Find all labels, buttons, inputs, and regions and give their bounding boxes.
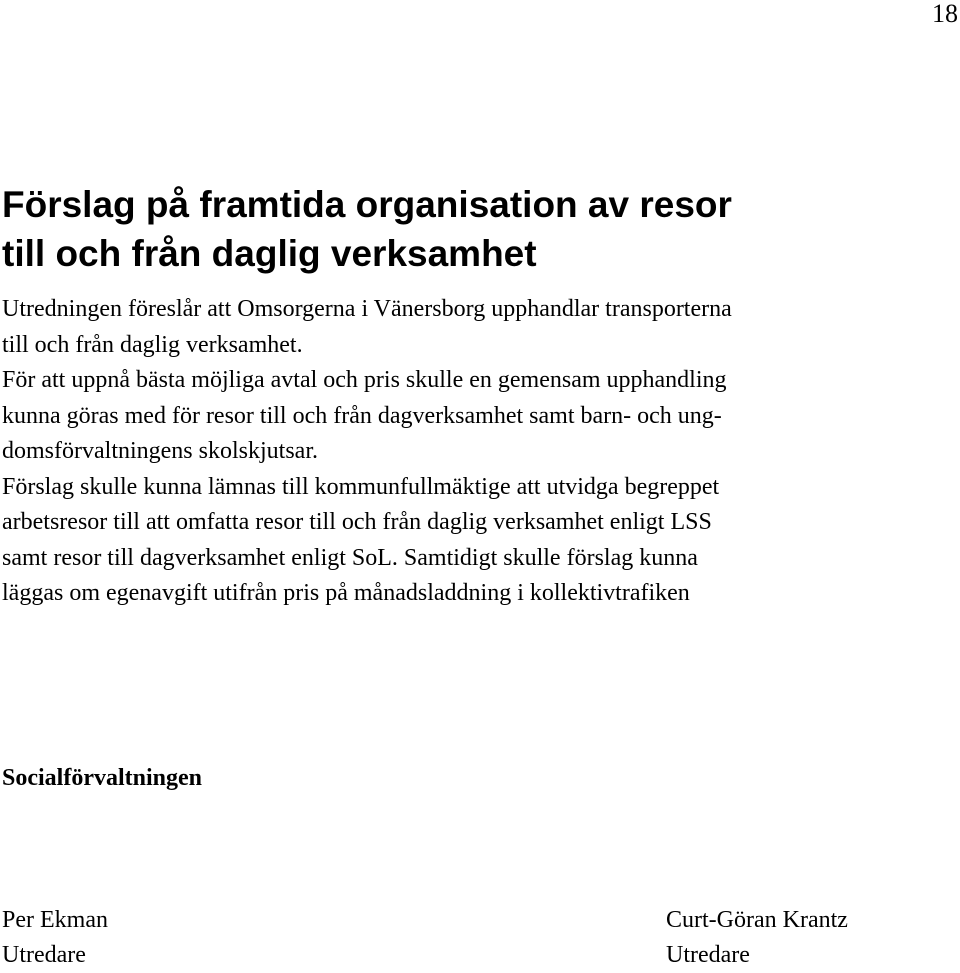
- body-line: samt resor till dagverksamhet enligt SoL. Samtidigt skulle förslag kunna: [2, 544, 698, 571]
- page-title-line-1: Förslag på framtida organisation av resor: [2, 184, 732, 225]
- signer-title: Utredare: [666, 942, 750, 968]
- signer-block-left: [2, 903, 108, 973]
- page-title-line-2: till och från daglig verksamhet: [2, 233, 537, 274]
- organization-name: Socialförvaltningen: [2, 765, 203, 791]
- body-line: läggas om egenavgift utifrån pris på månadsladdning i kollektivtrafiken: [2, 580, 690, 606]
- signer-name: Per Ekman: [2, 907, 108, 933]
- page-title: [2, 180, 952, 278]
- body-line: arbetsresor till att omfatta resor till och från daglig verksamhet enligt LSS: [2, 509, 712, 535]
- body-paragraphs: [2, 292, 958, 612]
- signer-name: Curt-Göran Krantz: [666, 907, 848, 933]
- body-line: kunna göras med för resor till och från dagverksamhet samt barn- och ung-: [2, 402, 722, 429]
- signer-block-right: [666, 903, 848, 973]
- body-line: domsförvaltningens skolskjutsar.: [2, 438, 318, 464]
- body-line: Utredningen föreslår att Omsorgerna i Vänersborg upphandlar transporterna: [2, 296, 732, 322]
- body-line: För att uppnå bästa möjliga avtal och pris skulle en gemensam upphandling: [2, 367, 727, 393]
- body-line: till och från daglig verksamhet.: [2, 331, 303, 358]
- page-number: 18: [932, 0, 958, 28]
- signer-title: Utredare: [2, 942, 86, 968]
- body-line: Förslag skulle kunna lämnas till kommunfullmäktige att utvidga begreppet: [2, 473, 720, 500]
